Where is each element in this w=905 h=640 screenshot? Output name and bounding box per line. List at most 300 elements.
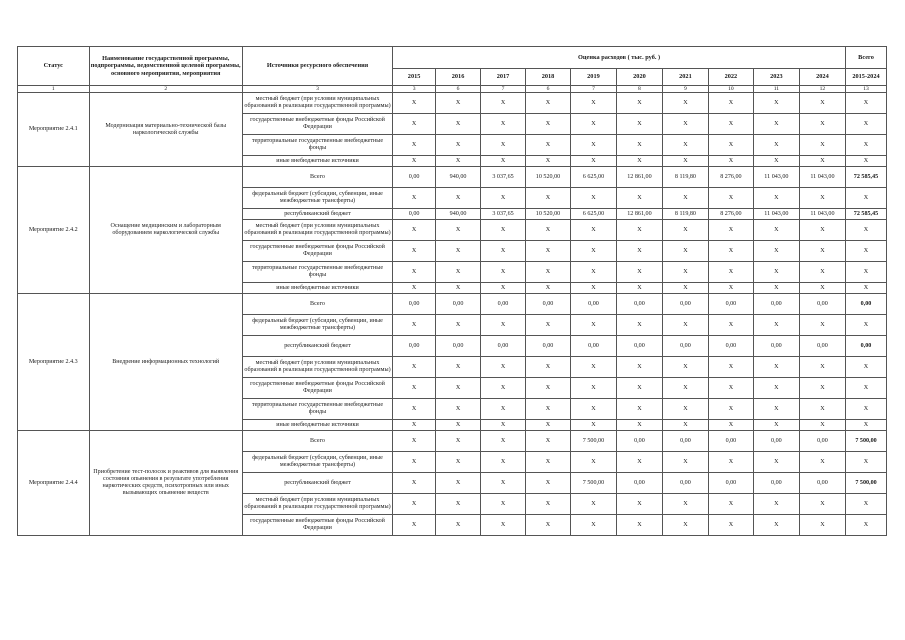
row-year-value: X — [526, 515, 571, 536]
row-year-value: 12 861,00 — [616, 167, 662, 188]
row-year-value: 11 043,00 — [753, 167, 799, 188]
row-total: X — [845, 420, 886, 431]
header-year: 2015 — [393, 69, 436, 86]
table-row — [18, 93, 887, 114]
row-year-value: X — [616, 114, 662, 135]
row-year-value: X — [708, 378, 753, 399]
row-source: территориальные государственные внебюджетные фонды — [242, 399, 392, 420]
row-total: X — [845, 114, 886, 135]
column-number: 9 — [662, 86, 708, 93]
row-total: X — [845, 452, 886, 473]
row-year-value: X — [616, 515, 662, 536]
row-year-value: X — [570, 420, 616, 431]
row-year-value: 0,00 — [799, 336, 845, 357]
row-source: государственные внебюджетные фонды Российской Федерации — [242, 515, 392, 536]
row-year-value: X — [616, 378, 662, 399]
row-year-value: X — [436, 452, 481, 473]
row-total: X — [845, 515, 886, 536]
row-year-value: X — [526, 399, 571, 420]
row-year-value: X — [662, 515, 708, 536]
column-number: 13 — [845, 86, 886, 93]
row-year-value: X — [708, 135, 753, 156]
row-year-value: X — [662, 93, 708, 114]
column-number: 3 — [393, 86, 436, 93]
row-measure-name: Внедрение информационных технологий — [89, 294, 242, 431]
row-year-value: X — [616, 315, 662, 336]
row-year-value: X — [436, 420, 481, 431]
row-year-value: X — [708, 452, 753, 473]
header-year: 2016 — [436, 69, 481, 86]
row-year-value: X — [436, 283, 481, 294]
row-year-value: X — [526, 357, 571, 378]
row-year-value: X — [799, 262, 845, 283]
row-source: федеральный бюджет (субсидии, субвенции, иные межбюджетные трансферты) — [242, 315, 392, 336]
row-year-value: X — [570, 262, 616, 283]
row-year-value: X — [753, 241, 799, 262]
row-year-value: X — [526, 420, 571, 431]
row-measure-name: Модернизация материально-технической базы наркологической службы — [89, 93, 242, 167]
row-year-value: X — [708, 515, 753, 536]
row-year-value: 3 037,65 — [481, 167, 526, 188]
row-year-value: X — [708, 241, 753, 262]
row-year-value: X — [436, 473, 481, 494]
row-year-value: X — [481, 399, 526, 420]
row-year-value: X — [799, 283, 845, 294]
row-year-value: X — [570, 283, 616, 294]
row-year-value: X — [481, 315, 526, 336]
header-year: 2021 — [662, 69, 708, 86]
row-year-value: X — [799, 156, 845, 167]
row-year-value: X — [616, 220, 662, 241]
row-year-value: X — [662, 283, 708, 294]
row-status: Мероприятие 2.4.3 — [18, 294, 90, 431]
row-status: Мероприятие 2.4.4 — [18, 431, 90, 536]
row-total: X — [845, 93, 886, 114]
row-year-value: X — [436, 135, 481, 156]
row-total: 0,00 — [845, 336, 886, 357]
row-year-value: X — [616, 283, 662, 294]
row-year-value: X — [662, 378, 708, 399]
row-year-value: X — [436, 515, 481, 536]
row-year-value: X — [526, 156, 571, 167]
row-total: X — [845, 220, 886, 241]
row-source: иные внебюджетные источники — [242, 156, 392, 167]
row-year-value: 7 500,00 — [570, 473, 616, 494]
column-number: 11 — [753, 86, 799, 93]
row-year-value: X — [393, 431, 436, 452]
column-number: 7 — [570, 86, 616, 93]
row-year-value: 0,00 — [393, 294, 436, 315]
header-year: 2017 — [481, 69, 526, 86]
row-year-value: X — [393, 262, 436, 283]
row-source: федеральный бюджет (субсидии, субвенции, иные межбюджетные трансферты) — [242, 188, 392, 209]
row-source: Всего — [242, 167, 392, 188]
row-year-value: X — [753, 452, 799, 473]
row-year-value: X — [393, 220, 436, 241]
row-year-value: 0,00 — [708, 294, 753, 315]
row-year-value: 11 043,00 — [799, 167, 845, 188]
row-year-value: X — [393, 420, 436, 431]
row-year-value: X — [662, 315, 708, 336]
row-year-value: 940,00 — [436, 167, 481, 188]
row-year-value: X — [799, 135, 845, 156]
row-year-value: X — [570, 357, 616, 378]
row-source: Всего — [242, 294, 392, 315]
header-estimate: Оценка расходов ( тыс. руб. ) — [393, 47, 846, 69]
row-year-value: 0,00 — [753, 294, 799, 315]
row-total: X — [845, 315, 886, 336]
row-year-value: 0,00 — [753, 336, 799, 357]
row-source: иные внебюджетные источники — [242, 420, 392, 431]
row-year-value: X — [526, 315, 571, 336]
row-year-value: X — [436, 431, 481, 452]
row-year-value: 0,00 — [799, 294, 845, 315]
row-year-value: X — [526, 473, 571, 494]
row-source: федеральный бюджет (субсидии, субвенции, иные межбюджетные трансферты) — [242, 452, 392, 473]
row-year-value: X — [799, 515, 845, 536]
row-year-value: X — [526, 93, 571, 114]
row-year-value: X — [616, 399, 662, 420]
row-year-value: X — [481, 378, 526, 399]
row-year-value: X — [436, 220, 481, 241]
row-status: Мероприятие 2.4.2 — [18, 167, 90, 294]
row-year-value: 0,00 — [616, 294, 662, 315]
row-year-value: X — [393, 452, 436, 473]
row-year-value: 8 276,00 — [708, 209, 753, 220]
row-year-value: 0,00 — [393, 209, 436, 220]
row-year-value: 11 043,00 — [753, 209, 799, 220]
row-year-value: X — [481, 114, 526, 135]
row-year-value: X — [481, 188, 526, 209]
row-total: 72 585,45 — [845, 209, 886, 220]
table-row — [18, 294, 887, 315]
budget-table — [17, 46, 887, 536]
row-year-value: 0,00 — [708, 336, 753, 357]
row-year-value: X — [393, 241, 436, 262]
row-year-value: X — [526, 114, 571, 135]
row-year-value: X — [436, 114, 481, 135]
header-year: 2019 — [570, 69, 616, 86]
row-year-value: X — [393, 378, 436, 399]
row-year-value: X — [799, 357, 845, 378]
row-year-value: X — [481, 156, 526, 167]
row-total: X — [845, 156, 886, 167]
row-year-value: 0,00 — [481, 336, 526, 357]
row-year-value: X — [526, 188, 571, 209]
row-year-value: 0,00 — [436, 294, 481, 315]
row-total: X — [845, 357, 886, 378]
row-year-value: X — [753, 515, 799, 536]
row-year-value: X — [616, 156, 662, 167]
row-year-value: X — [799, 420, 845, 431]
row-year-value: X — [481, 283, 526, 294]
row-year-value: X — [799, 93, 845, 114]
row-year-value: X — [436, 378, 481, 399]
row-year-value: 10 520,00 — [526, 209, 571, 220]
row-year-value: X — [481, 241, 526, 262]
row-year-value: X — [481, 515, 526, 536]
row-source: государственные внебюджетные фонды Российской Федерации — [242, 241, 392, 262]
column-number: 6 — [526, 86, 571, 93]
row-source: Всего — [242, 431, 392, 452]
row-year-value: X — [526, 262, 571, 283]
row-source: республиканский бюджет — [242, 336, 392, 357]
row-year-value: X — [616, 262, 662, 283]
row-year-value: X — [616, 494, 662, 515]
header-column-numbers — [18, 86, 887, 93]
row-year-value: 0,00 — [616, 473, 662, 494]
column-number: 7 — [481, 86, 526, 93]
row-year-value: X — [753, 357, 799, 378]
row-source: территориальные государственные внебюджетные фонды — [242, 262, 392, 283]
row-year-value: X — [708, 283, 753, 294]
row-total: X — [845, 188, 886, 209]
header-year: 2018 — [526, 69, 571, 86]
row-total: X — [845, 283, 886, 294]
row-year-value: X — [570, 220, 616, 241]
header-status: Статус — [18, 47, 90, 86]
row-source: государственные внебюджетные фонды Российской Федерации — [242, 114, 392, 135]
row-year-value: X — [708, 156, 753, 167]
row-year-value: X — [526, 283, 571, 294]
row-year-value: 0,00 — [616, 431, 662, 452]
row-year-value: X — [662, 241, 708, 262]
row-year-value: X — [708, 114, 753, 135]
row-year-value: X — [662, 399, 708, 420]
row-year-value: 3 037,65 — [481, 209, 526, 220]
row-year-value: X — [799, 188, 845, 209]
row-year-value: X — [753, 188, 799, 209]
row-year-value: X — [662, 135, 708, 156]
header-year: 2024 — [799, 69, 845, 86]
row-year-value: 0,00 — [662, 294, 708, 315]
row-source: местный бюджет (при условии муниципальных образований в реализации государственной программы) — [242, 357, 392, 378]
row-year-value: 0,00 — [570, 336, 616, 357]
row-source: территориальные государственные внебюджетные фонды — [242, 135, 392, 156]
row-year-value: X — [662, 357, 708, 378]
row-year-value: X — [753, 93, 799, 114]
row-year-value: X — [616, 241, 662, 262]
row-year-value: X — [799, 220, 845, 241]
row-year-value: X — [481, 262, 526, 283]
row-total: 7 500,00 — [845, 473, 886, 494]
row-year-value: X — [753, 283, 799, 294]
row-year-value: X — [708, 93, 753, 114]
row-year-value: X — [436, 315, 481, 336]
row-total: X — [845, 399, 886, 420]
column-number: 8 — [616, 86, 662, 93]
row-year-value: X — [708, 188, 753, 209]
row-year-value: X — [616, 357, 662, 378]
row-year-value: X — [570, 188, 616, 209]
row-year-value: 12 861,00 — [616, 209, 662, 220]
row-year-value: X — [662, 420, 708, 431]
row-measure-name: Приобретение тест-полосок и реактивов для выявления состояния опьянения в результате употребления наркотических средств, психотропных или иных вызывающих опьянение веществ — [89, 431, 242, 536]
row-year-value: X — [393, 283, 436, 294]
row-year-value: X — [481, 135, 526, 156]
row-year-value: X — [526, 494, 571, 515]
row-year-value: X — [662, 220, 708, 241]
row-year-value: 10 520,00 — [526, 167, 571, 188]
row-year-value: X — [708, 262, 753, 283]
table-row — [18, 431, 887, 452]
row-year-value: X — [393, 315, 436, 336]
row-year-value: X — [662, 494, 708, 515]
row-year-value: X — [436, 494, 481, 515]
row-year-value: X — [526, 431, 571, 452]
row-year-value: X — [393, 135, 436, 156]
row-year-value: X — [708, 420, 753, 431]
row-year-value: 0,00 — [570, 294, 616, 315]
row-year-value: X — [393, 473, 436, 494]
row-total: X — [845, 241, 886, 262]
row-source: государственные внебюджетные фонды Российской Федерации — [242, 378, 392, 399]
table-row — [18, 167, 887, 188]
row-year-value: X — [753, 399, 799, 420]
row-year-value: X — [393, 114, 436, 135]
row-year-value: 8 119,80 — [662, 209, 708, 220]
row-year-value: X — [662, 452, 708, 473]
row-year-value: 0,00 — [526, 336, 571, 357]
row-year-value: X — [570, 135, 616, 156]
row-year-value: X — [708, 357, 753, 378]
row-year-value: X — [436, 357, 481, 378]
budget-body — [18, 93, 887, 536]
row-year-value: X — [799, 114, 845, 135]
row-year-value: X — [481, 431, 526, 452]
row-year-value: X — [393, 515, 436, 536]
row-year-value: X — [481, 93, 526, 114]
header-source: Источники ресурсного обеспечения — [242, 47, 392, 86]
row-status: Мероприятие 2.4.1 — [18, 93, 90, 167]
row-year-value: X — [570, 241, 616, 262]
row-year-value: 0,00 — [662, 431, 708, 452]
row-year-value: X — [708, 494, 753, 515]
row-year-value: X — [393, 357, 436, 378]
row-year-value: X — [393, 399, 436, 420]
row-year-value: X — [481, 452, 526, 473]
column-number: 2 — [89, 86, 242, 93]
row-year-value: X — [570, 156, 616, 167]
row-year-value: 0,00 — [753, 473, 799, 494]
row-year-value: X — [436, 399, 481, 420]
column-number: 6 — [436, 86, 481, 93]
row-year-value: X — [393, 188, 436, 209]
row-year-value: 0,00 — [393, 167, 436, 188]
row-year-value: 0,00 — [616, 336, 662, 357]
row-year-value: X — [799, 452, 845, 473]
row-year-value: 0,00 — [662, 473, 708, 494]
header-total-period: 2015-2024 — [845, 69, 886, 86]
row-year-value: X — [436, 262, 481, 283]
row-year-value: X — [753, 494, 799, 515]
row-year-value: X — [393, 494, 436, 515]
row-year-value: X — [393, 93, 436, 114]
row-year-value: X — [753, 114, 799, 135]
row-year-value: X — [753, 220, 799, 241]
row-year-value: X — [662, 114, 708, 135]
row-year-value: X — [526, 452, 571, 473]
row-year-value: X — [662, 188, 708, 209]
row-year-value: X — [570, 315, 616, 336]
row-year-value: X — [393, 156, 436, 167]
row-total: 72 585,45 — [845, 167, 886, 188]
row-year-value: X — [436, 156, 481, 167]
header-year: 2020 — [616, 69, 662, 86]
row-year-value: 0,00 — [481, 294, 526, 315]
row-total: X — [845, 262, 886, 283]
row-year-value: X — [799, 315, 845, 336]
row-year-value: X — [616, 452, 662, 473]
row-year-value: 0,00 — [662, 336, 708, 357]
row-year-value: X — [799, 494, 845, 515]
row-year-value: X — [570, 399, 616, 420]
row-year-value: X — [616, 420, 662, 431]
row-year-value: X — [799, 378, 845, 399]
row-year-value: X — [436, 188, 481, 209]
row-year-value: X — [799, 399, 845, 420]
column-number: 10 — [708, 86, 753, 93]
row-year-value: X — [753, 135, 799, 156]
row-source: местный бюджет (при условии муниципальных образований в реализации государственной программы) — [242, 220, 392, 241]
row-source: республиканский бюджет — [242, 473, 392, 494]
row-year-value: 0,00 — [436, 336, 481, 357]
row-year-value: X — [526, 378, 571, 399]
row-year-value: X — [708, 315, 753, 336]
row-year-value: 940,00 — [436, 209, 481, 220]
row-year-value: X — [708, 399, 753, 420]
row-year-value: 0,00 — [799, 431, 845, 452]
row-year-value: X — [753, 262, 799, 283]
row-year-value: X — [570, 114, 616, 135]
column-number: 3 — [242, 86, 392, 93]
row-year-value: X — [616, 188, 662, 209]
row-year-value: X — [753, 420, 799, 431]
row-year-value: X — [662, 156, 708, 167]
row-source: местный бюджет (при условии муниципальных образований в реализации государственной программы) — [242, 494, 392, 515]
budget-page — [17, 46, 887, 536]
column-number: 1 — [18, 86, 90, 93]
row-year-value: X — [799, 241, 845, 262]
row-year-value: X — [436, 93, 481, 114]
row-year-value: X — [616, 93, 662, 114]
row-total: X — [845, 135, 886, 156]
row-year-value: X — [753, 315, 799, 336]
row-year-value: X — [481, 494, 526, 515]
row-year-value: 8 119,80 — [662, 167, 708, 188]
header-year: 2022 — [708, 69, 753, 86]
row-year-value: X — [526, 220, 571, 241]
row-year-value: X — [481, 357, 526, 378]
row-year-value: X — [570, 452, 616, 473]
row-year-value: X — [526, 135, 571, 156]
row-year-value: X — [570, 378, 616, 399]
row-year-value: 0,00 — [708, 431, 753, 452]
column-number: 12 — [799, 86, 845, 93]
row-year-value: X — [436, 241, 481, 262]
row-total: 0,00 — [845, 294, 886, 315]
row-year-value: 11 043,00 — [799, 209, 845, 220]
row-year-value: 7 500,00 — [570, 431, 616, 452]
header-total: Всего — [845, 47, 886, 69]
row-year-value: X — [526, 241, 571, 262]
row-year-value: 0,00 — [753, 431, 799, 452]
row-year-value: 6 625,00 — [570, 209, 616, 220]
row-year-value: 0,00 — [526, 294, 571, 315]
row-year-value: 0,00 — [708, 473, 753, 494]
row-year-value: X — [570, 494, 616, 515]
row-year-value: 0,00 — [799, 473, 845, 494]
